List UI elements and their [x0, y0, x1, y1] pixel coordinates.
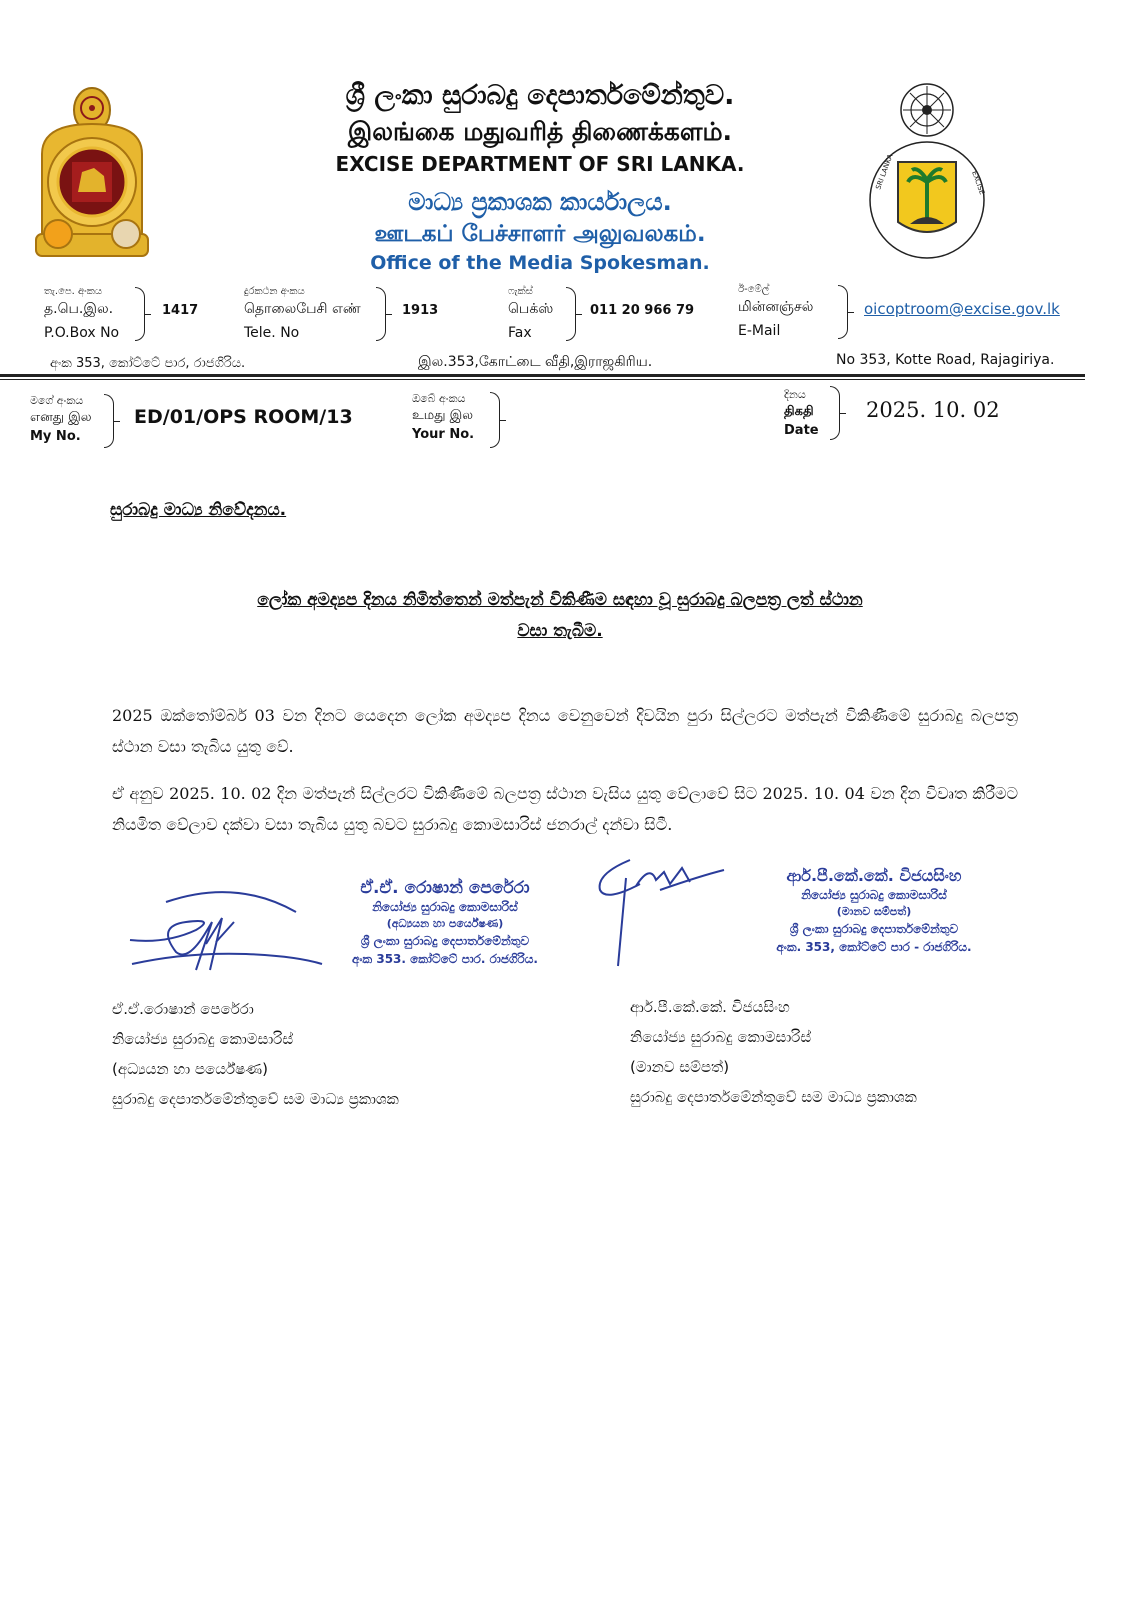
contact-pobox: තැ.පෙ. අංකය த.பெ.இல. P.O.Box No	[44, 286, 120, 341]
signatory-right	[630, 992, 917, 1112]
excise-text: EXCISE	[970, 169, 986, 196]
contact-fax: ෆැක්ස් பெக்ஸ் Fax	[508, 286, 554, 341]
office-titles	[250, 186, 830, 276]
title-sinhala: ශ්‍රී ලංකා සුරාබදු දෙපාර්තමේන්තුව.	[345, 80, 735, 111]
my-number-value: ED/01/OPS ROOM/13	[134, 406, 353, 428]
title-english: EXCISE DEPARTMENT OF SRI LANKA.	[335, 152, 745, 176]
notice-subject	[100, 585, 1020, 647]
signatory-right-name: ආර්.පී.කේ.කේ. විජයසිංහ	[630, 998, 790, 1016]
signatory-left-title: නියෝජ්‍ය සුරාබදු කොමසාරිස්	[112, 1030, 294, 1048]
subject-line-1: ලෝක අමද්‍යප දිනය නිමිත්තෙන් මත්පැන් විකිණීම සඳහා වූ සුරාබදු බලපත්‍ර ලත් ස්ථාන	[257, 590, 863, 610]
header-rule	[0, 374, 1085, 377]
office-english: Office of the Media Spokesman.	[370, 252, 710, 274]
signatory-left	[112, 994, 399, 1114]
stamp-left: ඒ.ඒ. රොෂාන් පෙරේරා නියෝජ්‍ය සුරාබදු කොමසාරිස් (අධ්‍යයන හා පර්යේෂණ) ශ්‍රී ලංකා සුරාබදු දෙපාර්තමේන්තුව අංක 353. කෝට්ටේ පාර. රාජගිරිය.	[351, 878, 538, 966]
email-link[interactable]: oicoptroom@excise.gov.lk	[864, 300, 1060, 318]
signatory-right-dept: (මානව සම්පත්)	[630, 1058, 730, 1076]
your-number-label: ඔබේ අංකය உமது இல Your No.	[412, 392, 475, 442]
pobox-value: 1417	[162, 303, 199, 318]
tele-value: 1913	[402, 303, 439, 318]
paragraph-2: ඒ අනුව 2025. 10. 02 දින මත්පැන් සිල්ලරට විකිණීමේ බලපත්‍ර ස්ථාන වැසිය යුතු වේලාවේ සිට 2025. 10. 04 වන දින විවෘත කිරීමට නියමිත වේලාව දක්වා වසා තැබිය යුතු බවට සුරාබදු කොමසාරිස් ජනරාල් දන්වා සිටී.	[112, 784, 1018, 834]
paragraph-1: 2025 ඔක්තෝම්බර් 03 වන දිනට යෙදෙන ලෝක අමද්‍යප දිනය වෙනුවෙන් දිවයින පුරා සිල්ලරට මත්පැන් විකිණීමේ සුරාබදු බලපත්‍ර ස්ථාන වසා තැබිය යුතු වේ.	[112, 706, 1018, 756]
contact-email: ඊ-මේල් மின்னஞ்சல் E-Mail	[738, 284, 814, 339]
office-tamil: ஊடகப் பேச்சாளர் அலுவலகம்.	[374, 221, 706, 247]
contact-tele: දුරකථන අංකය தொலைபேசி எண் Tele. No	[244, 286, 361, 341]
header-rule-thin	[0, 379, 1085, 380]
signature-left	[126, 882, 326, 978]
signatory-right-role: සුරාබදු දෙපාර්තමේන්තුවේ සම මාධ්‍ය ප්‍රකාශක	[630, 1088, 917, 1106]
title-tamil: இலங்கை மதுவரித் திணைக்களம்.	[347, 117, 733, 146]
signature-right	[590, 850, 750, 970]
date-label: දිනය திகதி Date	[784, 388, 819, 438]
address-english: No 353, Kotte Road, Rajagiriya.	[836, 352, 1055, 368]
signatory-left-role: සුරාබදු දෙපාර්තමේන්තුවේ සම මාධ්‍ය ප්‍රකාශක	[112, 1090, 399, 1108]
excise-emblem	[868, 82, 986, 260]
fax-value: 011 20 966 79	[590, 303, 695, 318]
address-sinhala: අංක 353, කෝට්ටේ පාර, රාජගිරිය.	[50, 356, 246, 371]
stamp-right: ආර්.පී.කේ.කේ. විජයසිංහ නියෝජ්‍ය සුරාබදු කොමසාරිස් (මානව සම්පත්) ශ්‍රී ලංකා සුරාබදු දෙපාර්තමේන්තුව අංක. 353, කෝට්ටේ පාර - රාජගිරිය.	[776, 866, 972, 954]
emblem-text: SRI LANKA	[874, 153, 895, 191]
national-emblem	[28, 84, 156, 262]
signatory-left-dept: (අධ්‍යයන හා පර්යේෂණ)	[112, 1060, 268, 1078]
signatory-left-name: ඒ.ඒ.රොෂාන් පෙරේරා	[112, 1000, 254, 1018]
subject-line-2: වසා තැබීම.	[517, 621, 603, 641]
office-sinhala: මාධ්‍ය ප්‍රකාශක කාර්යාලය.	[408, 188, 672, 216]
address-tamil: இல.353,கோட்டை வீதி,இராஜகிரிய.	[418, 354, 653, 370]
notice-heading: සුරාබදු මාධ්‍ය නිවේදනය.	[110, 500, 287, 520]
my-number-label: මගේ අංකය எனது இல My No.	[30, 394, 92, 444]
date-value: 2025. 10. 02	[866, 398, 1000, 422]
department-titles	[250, 78, 830, 178]
signatory-right-title: නියෝජ්‍ය සුරාබදු කොමසාරිස්	[630, 1028, 812, 1046]
